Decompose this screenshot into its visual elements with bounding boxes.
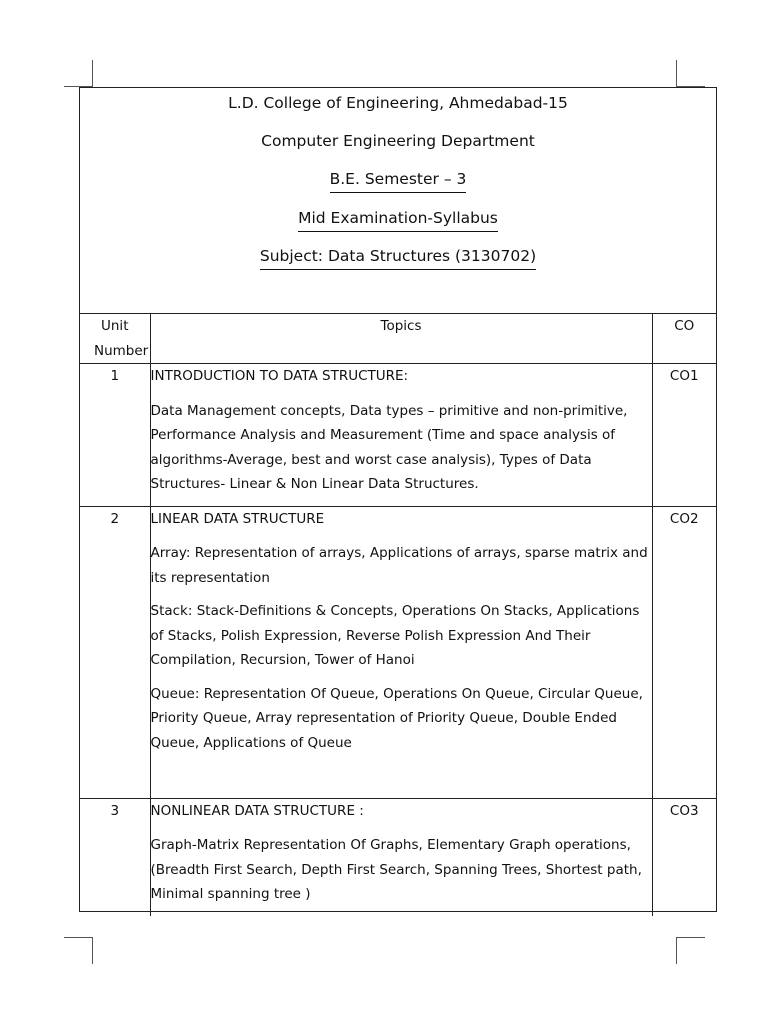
college-name-line <box>80 93 716 116</box>
crop-mark-bottom-right-horizontal <box>677 937 705 938</box>
topics-cell <box>150 798 652 916</box>
topic-description: Stack: Stack-Definitions & Concepts, Operations On Stacks, Applications of Stacks, Polish Expression, Reverse Polish Expression And Their Compilation, Recursion, Tower of Hanoi <box>150 603 640 668</box>
topic-title: INTRODUCTION TO DATA STRUCTURE: <box>150 368 409 384</box>
unit-number-cell: 3 <box>80 798 150 916</box>
crop-mark-top-left-vertical <box>92 60 93 87</box>
syllabus-table-body <box>80 364 716 916</box>
table-row <box>80 506 716 798</box>
exam-title: Mid Examination-Syllabus <box>298 208 498 232</box>
topic-description: Graph-Matrix Representation Of Graphs, Elementary Graph operations, (Breadth First Search, Depth First Search, Spanning Trees, Shortest path, Minimal spanning tree ) <box>150 837 642 902</box>
topics-cell <box>150 364 652 507</box>
table-row <box>80 364 716 507</box>
co-cell: CO3 <box>652 798 716 916</box>
table-header-row <box>80 314 716 364</box>
semester-title: B.E. Semester – 3 <box>330 169 467 193</box>
document-header <box>80 88 716 314</box>
unit-number-header: Unit Number <box>80 314 150 364</box>
department-name: Computer Engineering Department <box>261 132 535 150</box>
topics-header: Topics <box>150 314 652 364</box>
semester-line <box>80 169 716 193</box>
topic-description: Data Management concepts, Data types – primitive and non-primitive, Performance Analysis and Measurement (Time and space analysis of algorithms-Average, best and worst case analysis), Types of Data Structures- Linear & Non Linear Data Structures. <box>150 402 628 492</box>
topic-description: Array: Representation of arrays, Applications of arrays, sparse matrix and its representation <box>150 545 648 586</box>
topic-title: NONLINEAR DATA STRUCTURE : <box>150 802 364 819</box>
crop-mark-top-right-vertical <box>676 60 677 87</box>
department-line <box>80 131 716 154</box>
topics-cell <box>150 506 652 798</box>
crop-mark-bottom-left-horizontal <box>64 937 92 938</box>
syllabus-table <box>80 313 716 916</box>
topic-title: LINEAR DATA STRUCTURE <box>150 510 325 527</box>
subject-title: Subject: Data Structures (3130702) <box>260 246 536 270</box>
subject-line <box>80 246 716 270</box>
college-name: L.D. College of Engineering, Ahmedabad-15 <box>228 94 568 112</box>
crop-mark-bottom-left-vertical <box>92 937 93 964</box>
co-header: CO <box>652 314 716 364</box>
crop-mark-bottom-right-vertical <box>676 937 677 964</box>
table-row <box>80 798 716 916</box>
co-cell: CO2 <box>652 506 716 798</box>
syllabus-document <box>79 87 717 912</box>
topic-description: Queue: Representation Of Queue, Operations On Queue, Circular Queue, Priority Queue, Array representation of Priority Queue, Double Ended Queue, Applications of Queue <box>150 685 643 751</box>
unit-number-cell: 1 <box>80 364 150 507</box>
unit-number-cell: 2 <box>80 506 150 798</box>
co-cell: CO1 <box>652 364 716 507</box>
exam-line <box>80 208 716 232</box>
